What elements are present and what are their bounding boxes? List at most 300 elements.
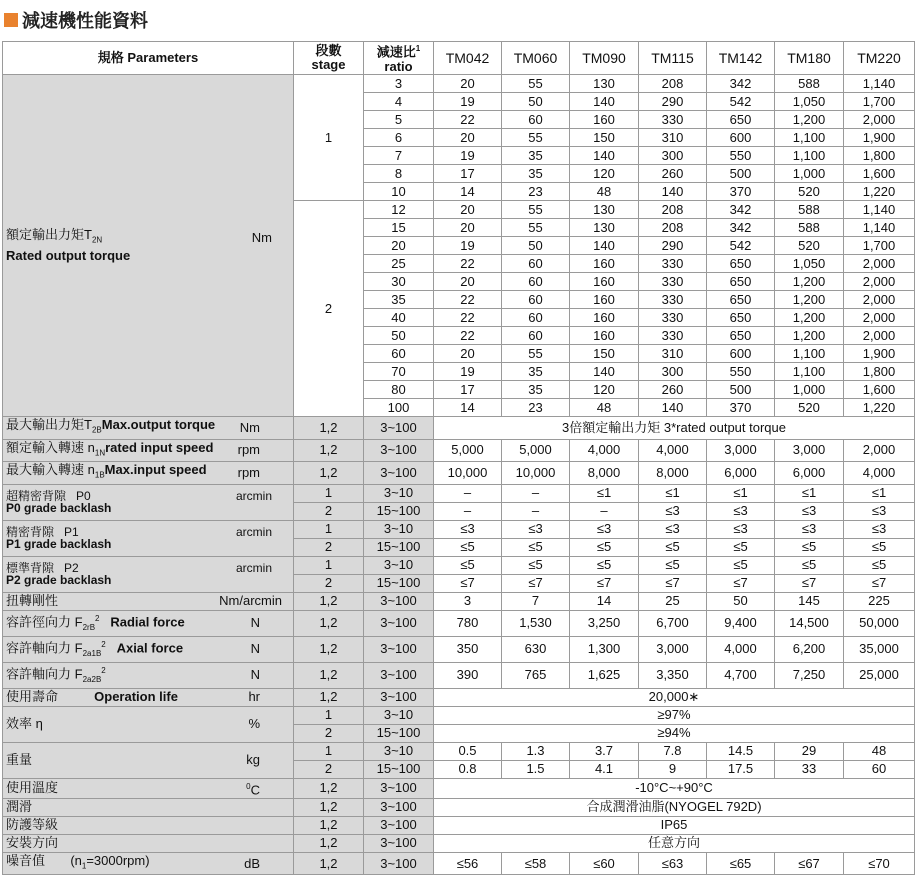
value-cell: ≤1 bbox=[844, 484, 915, 502]
stage-cell: 1 bbox=[294, 556, 364, 574]
value-cell: ≤7 bbox=[639, 574, 707, 592]
value-cell: 7.8 bbox=[639, 742, 707, 760]
value-cell: ≤1 bbox=[707, 484, 775, 502]
value-cell: – bbox=[502, 502, 570, 520]
value-cell: 1,700 bbox=[844, 237, 915, 255]
value-cell: 650 bbox=[707, 327, 775, 345]
value-cell: 2,000 bbox=[844, 273, 915, 291]
value-cell: ≤3 bbox=[844, 520, 915, 538]
stage-cell: 1 bbox=[294, 484, 364, 502]
label-text: P0 grade backlash bbox=[6, 501, 112, 516]
value-cell: 1,140 bbox=[844, 219, 915, 237]
value-cell: 60 bbox=[844, 760, 915, 778]
value-cell: ≤1 bbox=[570, 484, 639, 502]
label-text: (n bbox=[70, 852, 82, 868]
label-text: 扭轉剛性 bbox=[6, 593, 59, 609]
value-cell: 330 bbox=[639, 273, 707, 291]
table-row bbox=[3, 636, 915, 662]
label-text: 重量 bbox=[6, 752, 33, 768]
value-cell: 22 bbox=[434, 111, 502, 129]
value-cell: 35 bbox=[502, 165, 570, 183]
value-cell: 1,050 bbox=[775, 255, 844, 273]
value-cell: 0.5 bbox=[434, 742, 502, 760]
value-cell: 2,000 bbox=[844, 291, 915, 309]
value-cell: 140 bbox=[570, 363, 639, 381]
value-cell: ≤7 bbox=[775, 574, 844, 592]
value-cell: 48 bbox=[570, 183, 639, 201]
value-cell: ≤5 bbox=[502, 556, 570, 574]
value-cell: 1.3 bbox=[502, 742, 570, 760]
value-cell: 55 bbox=[502, 75, 570, 93]
value-cell: 310 bbox=[639, 129, 707, 147]
value-cell: 290 bbox=[639, 237, 707, 255]
value-cell: 17.5 bbox=[707, 760, 775, 778]
value-cell: 650 bbox=[707, 291, 775, 309]
ratio-cell: 3~10 bbox=[364, 520, 434, 538]
label-text: T bbox=[84, 417, 92, 432]
stage-cell: 2 bbox=[294, 201, 364, 417]
noise-label bbox=[3, 852, 294, 875]
header-spec: 規格 Parameters bbox=[3, 42, 294, 75]
value-cell: 2,000 bbox=[844, 255, 915, 273]
life-label bbox=[3, 688, 294, 706]
value-cell: 20 bbox=[434, 345, 502, 363]
value-cell: 290 bbox=[639, 93, 707, 111]
value-cell: 140 bbox=[570, 147, 639, 165]
label-superscript: 2 bbox=[101, 639, 106, 649]
value-cell: 160 bbox=[570, 327, 639, 345]
value-cell: 5,000 bbox=[434, 439, 502, 462]
value-cell: ≤67 bbox=[775, 852, 844, 875]
label-text: 最大輸入轉速 bbox=[6, 462, 85, 478]
merged-value-cell: 合成潤滑油脂(NYOGEL 792D) bbox=[434, 798, 915, 816]
label-superscript: 0 bbox=[246, 781, 251, 791]
value-cell: ≤1 bbox=[775, 484, 844, 502]
value-cell: 160 bbox=[570, 291, 639, 309]
header-row bbox=[3, 42, 915, 75]
value-cell: 650 bbox=[707, 273, 775, 291]
value-cell: ≤3 bbox=[775, 520, 844, 538]
value-cell: 1,900 bbox=[844, 129, 915, 147]
value-cell: ≤60 bbox=[570, 852, 639, 875]
label-subscript: 2a1B bbox=[82, 648, 102, 658]
label-text: dB bbox=[244, 855, 260, 871]
mounting-label bbox=[3, 834, 294, 852]
value-cell: 4,000 bbox=[707, 636, 775, 662]
value-cell: 50 bbox=[502, 93, 570, 111]
value-cell: 1.5 bbox=[502, 760, 570, 778]
value-cell: ≤5 bbox=[570, 556, 639, 574]
label-text: % bbox=[248, 716, 260, 732]
table-row bbox=[3, 75, 915, 93]
value-cell: 6,000 bbox=[707, 462, 775, 485]
value-cell: 1,200 bbox=[775, 273, 844, 291]
header-model: TM180 bbox=[775, 42, 844, 75]
value-cell: 650 bbox=[707, 255, 775, 273]
ratio-cell: 4 bbox=[364, 93, 434, 111]
value-cell: 330 bbox=[639, 255, 707, 273]
table-row bbox=[3, 462, 915, 485]
label-text: 額定輸入轉速 bbox=[6, 439, 85, 455]
ratio-cell: 3~100 bbox=[364, 462, 434, 485]
value-cell: ≤58 bbox=[502, 852, 570, 875]
table-row bbox=[3, 439, 915, 462]
label-text: Nm bbox=[251, 229, 272, 245]
value-cell: 342 bbox=[707, 75, 775, 93]
value-cell: 35,000 bbox=[844, 636, 915, 662]
value-cell: 140 bbox=[570, 237, 639, 255]
ratio-cell: 15~100 bbox=[364, 760, 434, 778]
value-cell: 55 bbox=[502, 345, 570, 363]
table-row bbox=[3, 798, 915, 816]
label-text: C bbox=[250, 781, 260, 797]
page-title: 減速機性能資料 bbox=[22, 11, 148, 31]
header-ratio: 減速比$^1$ ratio bbox=[364, 42, 434, 75]
ratio-cell: 70 bbox=[364, 363, 434, 381]
value-cell: 588 bbox=[775, 75, 844, 93]
label-text: 額定輸出力矩 bbox=[6, 226, 85, 242]
label-text: 防護等級 bbox=[6, 817, 59, 833]
backlash-p1-label bbox=[3, 520, 294, 556]
label-text: n bbox=[87, 439, 95, 455]
value-cell: 3 bbox=[434, 592, 502, 610]
merged-value-cell: ≥97% bbox=[434, 706, 915, 724]
value-cell: 4,000 bbox=[639, 439, 707, 462]
stage-cell: 1,2 bbox=[294, 816, 364, 834]
value-cell: 520 bbox=[775, 399, 844, 417]
header-model: TM090 bbox=[570, 42, 639, 75]
value-cell: 500 bbox=[707, 165, 775, 183]
label-text: hr bbox=[248, 689, 260, 705]
value-cell: 9 bbox=[639, 760, 707, 778]
value-cell: 14.5 bbox=[707, 742, 775, 760]
label-text: 最大輸出力矩 bbox=[6, 417, 85, 432]
value-cell: ≤3 bbox=[639, 520, 707, 538]
spec-table bbox=[2, 41, 915, 875]
value-cell: 17 bbox=[434, 165, 502, 183]
title-marker-icon bbox=[4, 13, 18, 27]
value-cell: 780 bbox=[434, 610, 502, 636]
label-text: Max.output torque bbox=[101, 417, 216, 432]
value-cell: 588 bbox=[775, 201, 844, 219]
value-cell: – bbox=[502, 484, 570, 502]
value-cell: ≤5 bbox=[707, 556, 775, 574]
stage-cell: 1,2 bbox=[294, 852, 364, 875]
lubrication-label bbox=[3, 798, 294, 816]
value-cell: ≤5 bbox=[844, 538, 915, 556]
value-cell: 3,000 bbox=[775, 439, 844, 462]
label-text: N bbox=[250, 615, 260, 631]
value-cell: 1,140 bbox=[844, 201, 915, 219]
value-cell: 140 bbox=[570, 93, 639, 111]
value-cell: 1,000 bbox=[775, 381, 844, 399]
label-text: arcmin bbox=[235, 525, 272, 540]
ratio-cell: 3 bbox=[364, 75, 434, 93]
value-cell: 14 bbox=[434, 399, 502, 417]
ratio-cell: 3~10 bbox=[364, 484, 434, 502]
value-cell: 35 bbox=[502, 363, 570, 381]
value-cell: 1,100 bbox=[775, 363, 844, 381]
stage-cell: 1,2 bbox=[294, 610, 364, 636]
value-cell: 22 bbox=[434, 255, 502, 273]
value-cell: ≤5 bbox=[570, 538, 639, 556]
table-row bbox=[3, 852, 915, 875]
label-text: Radial force bbox=[110, 614, 185, 630]
value-cell: 1,200 bbox=[775, 111, 844, 129]
ratio-cell: 20 bbox=[364, 237, 434, 255]
value-cell: 260 bbox=[639, 381, 707, 399]
value-cell: ≤7 bbox=[844, 574, 915, 592]
ratio-cell: 3~10 bbox=[364, 706, 434, 724]
table-row bbox=[3, 778, 915, 798]
label-text: Nm/arcmin bbox=[219, 593, 282, 609]
label-text: n bbox=[87, 462, 95, 478]
value-cell: 765 bbox=[502, 662, 570, 688]
value-cell: 1,050 bbox=[775, 93, 844, 111]
value-cell: 6,000 bbox=[775, 462, 844, 485]
ratio-cell: 10 bbox=[364, 183, 434, 201]
label-subscript: 1N bbox=[94, 448, 106, 458]
value-cell: 2,000 bbox=[844, 309, 915, 327]
stage-cell: 1 bbox=[294, 520, 364, 538]
label-subscript: 1B bbox=[94, 470, 105, 480]
stage-cell: 2 bbox=[294, 574, 364, 592]
value-cell: 550 bbox=[707, 147, 775, 165]
value-cell: 1,100 bbox=[775, 147, 844, 165]
label-text: P2 grade backlash bbox=[6, 573, 112, 588]
label-text: rpm bbox=[237, 442, 260, 458]
value-cell: 350 bbox=[434, 636, 502, 662]
value-cell: 1,200 bbox=[775, 309, 844, 327]
ratio-cell: 3~100 bbox=[364, 417, 434, 440]
stage-cell: 2 bbox=[294, 502, 364, 520]
label-text: arcmin bbox=[235, 561, 272, 576]
ratio-cell: 3~100 bbox=[364, 592, 434, 610]
value-cell: ≤5 bbox=[502, 538, 570, 556]
value-cell: 23 bbox=[502, 399, 570, 417]
merged-value-cell: -10°C~+90°C bbox=[434, 778, 915, 798]
value-cell: 2,000 bbox=[844, 111, 915, 129]
ratio-cell: 30 bbox=[364, 273, 434, 291]
label-subscript: 2B bbox=[91, 425, 102, 435]
stage-cell: 1,2 bbox=[294, 636, 364, 662]
stage-cell: 1,2 bbox=[294, 592, 364, 610]
header-model: TM220 bbox=[844, 42, 915, 75]
label-superscript: 2 bbox=[95, 613, 100, 623]
value-cell: 25,000 bbox=[844, 662, 915, 688]
value-cell: 520 bbox=[775, 237, 844, 255]
value-cell: 208 bbox=[639, 219, 707, 237]
max-torque-label bbox=[3, 417, 294, 440]
label-text: N bbox=[250, 667, 260, 683]
value-cell: 9,400 bbox=[707, 610, 775, 636]
header-model: TM042 bbox=[434, 42, 502, 75]
value-cell: 35 bbox=[502, 381, 570, 399]
value-cell: 520 bbox=[775, 183, 844, 201]
label-superscript: 2 bbox=[101, 665, 106, 675]
label-text: Operation life bbox=[94, 689, 178, 705]
value-cell: 140 bbox=[639, 399, 707, 417]
merged-value-cell: 任意方向 bbox=[434, 834, 915, 852]
value-cell: 1,100 bbox=[775, 345, 844, 363]
value-cell: ≤5 bbox=[639, 538, 707, 556]
rated-torque-label bbox=[3, 75, 294, 417]
label-text: F bbox=[74, 665, 83, 681]
value-cell: ≤3 bbox=[775, 502, 844, 520]
table-row bbox=[3, 742, 915, 760]
value-cell: 330 bbox=[639, 111, 707, 129]
header-model: TM115 bbox=[639, 42, 707, 75]
value-cell: 542 bbox=[707, 93, 775, 111]
stage-cell: 2 bbox=[294, 724, 364, 742]
axial-force-2-label bbox=[3, 662, 294, 688]
merged-value-cell: 20,000∗ bbox=[434, 688, 915, 706]
value-cell: 1,100 bbox=[775, 129, 844, 147]
label-text: 超精密背隙 bbox=[6, 489, 67, 504]
value-cell: 55 bbox=[502, 219, 570, 237]
value-cell: ≤3 bbox=[639, 502, 707, 520]
ratio-cell: 3~100 bbox=[364, 778, 434, 798]
value-cell: 130 bbox=[570, 75, 639, 93]
value-cell: 1,600 bbox=[844, 381, 915, 399]
ratio-cell: 80 bbox=[364, 381, 434, 399]
value-cell: 3,000 bbox=[639, 636, 707, 662]
ratio-cell: 3~100 bbox=[364, 798, 434, 816]
value-cell: 14 bbox=[434, 183, 502, 201]
value-cell: ≤3 bbox=[434, 520, 502, 538]
value-cell: 1,000 bbox=[775, 165, 844, 183]
ratio-cell: 3~100 bbox=[364, 610, 434, 636]
value-cell: 3.7 bbox=[570, 742, 639, 760]
value-cell: 19 bbox=[434, 237, 502, 255]
table-row bbox=[3, 592, 915, 610]
radial-force-label bbox=[3, 610, 294, 636]
table-row bbox=[3, 706, 915, 724]
backlash-p0-label bbox=[3, 484, 294, 520]
value-cell: 5,000 bbox=[502, 439, 570, 462]
axial-force-1-label bbox=[3, 636, 294, 662]
table-row bbox=[3, 662, 915, 688]
value-cell: ≤3 bbox=[502, 520, 570, 538]
backlash-p2-label bbox=[3, 556, 294, 592]
label-text: 容許徑向力 bbox=[6, 614, 72, 630]
label-text: F bbox=[74, 640, 83, 656]
label-text: rated input speed bbox=[105, 439, 214, 455]
label-text: P1 grade backlash bbox=[6, 537, 112, 552]
label-text: 使用壽命 bbox=[6, 689, 59, 705]
stage-cell: 1 bbox=[294, 75, 364, 201]
value-cell: 1,200 bbox=[775, 327, 844, 345]
value-cell: 1,700 bbox=[844, 93, 915, 111]
rated-speed-label bbox=[3, 439, 294, 462]
ratio-cell: 60 bbox=[364, 345, 434, 363]
value-cell: 0.8 bbox=[434, 760, 502, 778]
value-cell: 10,000 bbox=[502, 462, 570, 485]
value-cell: 4.1 bbox=[570, 760, 639, 778]
value-cell: 60 bbox=[502, 111, 570, 129]
label-subscript: 1 bbox=[81, 861, 87, 871]
value-cell: 1,900 bbox=[844, 345, 915, 363]
value-cell: 330 bbox=[639, 309, 707, 327]
value-cell: 588 bbox=[775, 219, 844, 237]
value-cell: 370 bbox=[707, 183, 775, 201]
value-cell: ≤5 bbox=[434, 556, 502, 574]
stage-cell: 2 bbox=[294, 538, 364, 556]
label-text: =3000rpm) bbox=[86, 852, 150, 868]
ratio-cell: 8 bbox=[364, 165, 434, 183]
value-cell: 29 bbox=[775, 742, 844, 760]
ratio-cell: 100 bbox=[364, 399, 434, 417]
value-cell: 60 bbox=[502, 327, 570, 345]
ratio-cell: 3~10 bbox=[364, 742, 434, 760]
ratio-cell: 35 bbox=[364, 291, 434, 309]
label-text: N bbox=[250, 641, 260, 657]
value-cell: 22 bbox=[434, 291, 502, 309]
header-model: TM060 bbox=[502, 42, 570, 75]
value-cell: 300 bbox=[639, 363, 707, 381]
value-cell: 60 bbox=[502, 309, 570, 327]
value-cell: 1,140 bbox=[844, 75, 915, 93]
value-cell: 130 bbox=[570, 201, 639, 219]
value-cell: 50,000 bbox=[844, 610, 915, 636]
value-cell: 300 bbox=[639, 147, 707, 165]
value-cell: 650 bbox=[707, 309, 775, 327]
ratio-cell: 12 bbox=[364, 201, 434, 219]
label-subscript: 2a2B bbox=[82, 674, 102, 684]
value-cell: ≤5 bbox=[775, 538, 844, 556]
stage-cell: 1,2 bbox=[294, 462, 364, 485]
value-cell: 630 bbox=[502, 636, 570, 662]
value-cell: 14 bbox=[570, 592, 639, 610]
value-cell: 8,000 bbox=[639, 462, 707, 485]
value-cell: 342 bbox=[707, 201, 775, 219]
value-cell: 20 bbox=[434, 75, 502, 93]
value-cell: ≤3 bbox=[844, 502, 915, 520]
ratio-cell: 7 bbox=[364, 147, 434, 165]
value-cell: 4,700 bbox=[707, 662, 775, 688]
value-cell: ≤5 bbox=[639, 556, 707, 574]
label-text: Nm bbox=[239, 419, 260, 435]
value-cell: 160 bbox=[570, 309, 639, 327]
value-cell: 145 bbox=[775, 592, 844, 610]
value-cell: 33 bbox=[775, 760, 844, 778]
value-cell: 3,250 bbox=[570, 610, 639, 636]
efficiency-label bbox=[3, 706, 294, 742]
label-text: 潤滑 bbox=[6, 799, 33, 815]
value-cell: 14,500 bbox=[775, 610, 844, 636]
label-text: 精密背隙 bbox=[6, 525, 55, 540]
value-cell: ≤5 bbox=[707, 538, 775, 556]
table-row bbox=[3, 556, 915, 574]
value-cell: 4,000 bbox=[844, 462, 915, 485]
value-cell: 650 bbox=[707, 111, 775, 129]
value-cell: – bbox=[434, 484, 502, 502]
label-text: 容許軸向力 bbox=[6, 665, 72, 681]
ratio-cell: 40 bbox=[364, 309, 434, 327]
value-cell: 60 bbox=[502, 291, 570, 309]
value-cell: 120 bbox=[570, 165, 639, 183]
value-cell: 22 bbox=[434, 327, 502, 345]
value-cell: 1,200 bbox=[775, 291, 844, 309]
value-cell: 1,625 bbox=[570, 662, 639, 688]
value-cell: 50 bbox=[707, 592, 775, 610]
label-text: P2 bbox=[64, 561, 79, 576]
value-cell: 50 bbox=[502, 237, 570, 255]
value-cell: 150 bbox=[570, 345, 639, 363]
header-model: TM142 bbox=[707, 42, 775, 75]
value-cell: 1,300 bbox=[570, 636, 639, 662]
value-cell: ≤5 bbox=[844, 556, 915, 574]
